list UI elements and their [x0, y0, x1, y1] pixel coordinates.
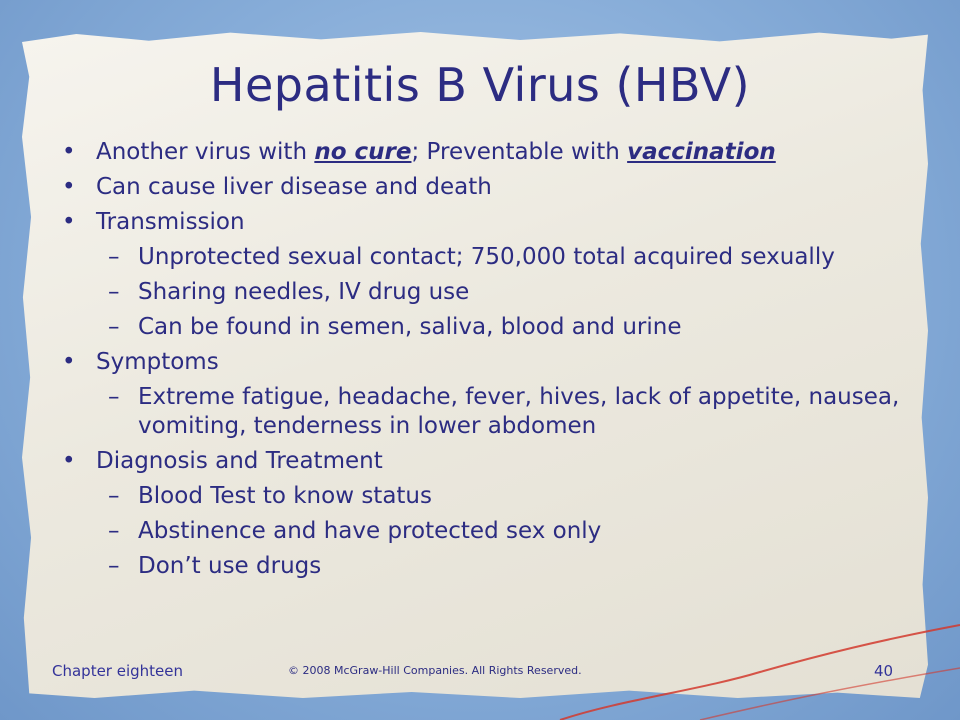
- emphasized-text: no cure: [314, 139, 412, 165]
- dash-marker: –: [108, 314, 120, 340]
- bullet-text: Diagnosis and Treatment: [96, 448, 383, 474]
- sub-bullet-item: [62, 482, 902, 511]
- sub-bullet-item: [62, 278, 902, 307]
- sub-bullet-item: [62, 313, 902, 342]
- sub-bullet-item: [62, 552, 902, 581]
- dash-marker: –: [108, 483, 120, 509]
- bullet-item: [62, 447, 902, 476]
- sub-bullet-item: [62, 383, 902, 441]
- dash-marker: –: [108, 384, 120, 410]
- dash-marker: –: [108, 518, 120, 544]
- dash-marker: –: [108, 279, 120, 305]
- bullet-item: [62, 348, 902, 377]
- bullet-item: [62, 208, 902, 237]
- text-segment: ; Preventable with: [411, 139, 628, 165]
- bullet-item: [62, 173, 902, 202]
- dash-marker: –: [108, 553, 120, 579]
- bullet-text: Can cause liver disease and death: [96, 174, 492, 200]
- slide-title: Hepatitis B Virus (HBV): [209, 58, 751, 112]
- bullet-item: [62, 138, 902, 167]
- bullet-text: Extreme fatigue, headache, fever, hives, lack of appetite, nausea, vomiting, tenderness in lower abdomen: [138, 384, 900, 439]
- bullet-text: Abstinence and have protected sex only: [138, 518, 602, 544]
- sub-bullet-item: [62, 517, 902, 546]
- bullet-text: Transmission: [96, 209, 245, 235]
- footer-copyright: © 2008 McGraw-Hill Companies. All Rights Reserved.: [288, 664, 582, 677]
- bullet-marker: •: [62, 209, 76, 235]
- bullet-text: Blood Test to know status: [138, 483, 432, 509]
- bullet-text: Can be found in semen, saliva, blood and urine: [138, 314, 682, 340]
- bullet-text: [96, 139, 776, 165]
- sub-bullet-item: [62, 243, 902, 272]
- footer-chapter: Chapter eighteen: [52, 662, 184, 680]
- bullet-list: [62, 138, 902, 587]
- bullet-text: Don’t use drugs: [138, 553, 322, 579]
- bullet-marker: •: [62, 349, 76, 375]
- emphasized-text: vaccination: [627, 139, 776, 165]
- bullet-text: Sharing needles, IV drug use: [138, 279, 470, 305]
- bullet-marker: •: [62, 448, 76, 474]
- bullet-text: Unprotected sexual contact; 750,000 total acquired sexually: [138, 244, 835, 270]
- bullet-marker: •: [62, 139, 76, 165]
- bullet-marker: •: [62, 174, 76, 200]
- bullet-text: Symptoms: [96, 349, 219, 375]
- text-segment: Another virus with: [96, 139, 315, 165]
- dash-marker: –: [108, 244, 120, 270]
- page-number: 40: [874, 662, 894, 680]
